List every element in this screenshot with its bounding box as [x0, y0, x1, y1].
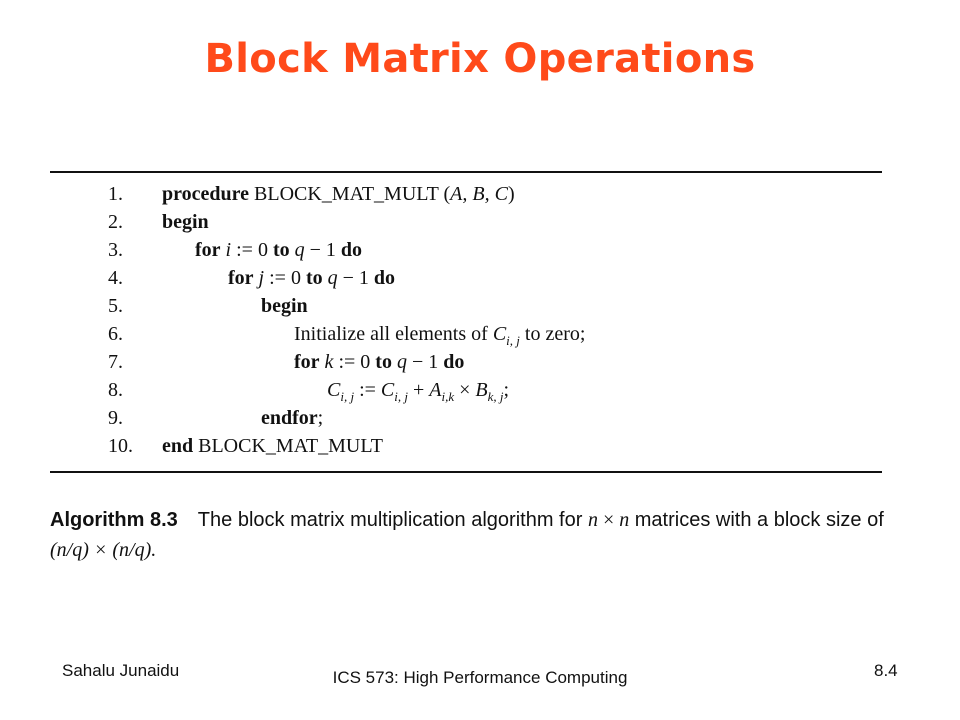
matrix-symbol: C — [492, 323, 507, 345]
minus: − 1 — [337, 267, 374, 289]
code-statement — [294, 348, 464, 376]
top-rule — [50, 171, 882, 173]
matrix-symbol: C — [380, 379, 395, 401]
loop-var: j — [258, 267, 265, 289]
caption-text: matrices with a block size of — [629, 509, 884, 531]
subscript: k, j — [487, 389, 504, 404]
keyword: to — [375, 351, 392, 373]
semicolon: ; — [503, 379, 510, 401]
assign: := 0 — [231, 239, 273, 261]
footer-page-number: 8.4 — [874, 661, 898, 680]
limit-var: q — [396, 351, 407, 373]
footer-author: Sahalu Junaidu — [62, 661, 180, 680]
limit-var: q — [327, 267, 338, 289]
matrix-symbol: C — [327, 379, 341, 401]
keyword: to — [272, 239, 290, 261]
line-number: 5. — [108, 295, 123, 317]
subscript: i,k — [441, 389, 455, 404]
keyword: to — [305, 267, 323, 289]
subscript: i, j — [340, 389, 355, 404]
keyword: begin — [162, 211, 209, 233]
footer-course: ICS 573: High Performance Computing — [332, 668, 628, 687]
code-statement — [261, 292, 308, 320]
code-statement — [327, 376, 509, 404]
keyword: do — [373, 267, 396, 289]
keyword: for — [195, 239, 221, 261]
line-number: 3. — [108, 239, 123, 261]
keyword: for — [228, 267, 254, 289]
procedure-name: BLOCK_MAT_MULT ( — [249, 183, 451, 205]
assign: := 0 — [333, 351, 376, 373]
loop-var: k — [324, 351, 334, 373]
keyword: end — [162, 435, 194, 457]
keyword: procedure — [162, 183, 250, 205]
caption-expression: (n/q) × (n/q). — [50, 539, 157, 561]
procedure-args: A, B, C — [450, 183, 508, 205]
close-paren: ) — [507, 183, 515, 205]
code-statement — [228, 264, 395, 292]
code-statement — [294, 320, 585, 348]
slide-title: Block Matrix Operations — [204, 36, 756, 82]
matrix-symbol: B — [475, 379, 488, 401]
algorithm-caption — [50, 505, 890, 565]
code-statement — [162, 208, 209, 236]
caption-label: Algorithm 8.3 — [50, 509, 178, 531]
code-statement — [162, 432, 383, 460]
procedure-name: BLOCK_MAT_MULT — [193, 435, 383, 457]
minus: − 1 — [304, 239, 341, 261]
line-number: 1. — [108, 183, 123, 205]
times: × — [454, 379, 476, 401]
keyword: do — [340, 239, 363, 261]
loop-var: i — [225, 239, 232, 261]
caption-text: The block matrix multiplication algorithm for — [197, 509, 588, 531]
line-number: 8. — [108, 379, 123, 401]
line-number: 9. — [108, 407, 123, 429]
code-statement — [195, 236, 362, 264]
line-number: 7. — [108, 351, 123, 373]
subscript: i, j — [506, 333, 520, 348]
bottom-rule — [50, 471, 882, 473]
code-statement — [162, 180, 515, 208]
line-number: 2. — [108, 211, 123, 233]
code-statement — [261, 404, 323, 432]
line-number: 6. — [108, 323, 123, 345]
caption-var: n — [587, 509, 598, 531]
text: to zero; — [519, 323, 586, 345]
caption-var: n — [619, 509, 630, 531]
caption-times: × — [597, 509, 620, 531]
text: Initialize all elements of — [294, 323, 493, 345]
subscript: i, j — [394, 389, 408, 404]
limit-var: q — [294, 239, 305, 261]
semicolon: ; — [317, 407, 324, 429]
keyword: for — [294, 351, 320, 373]
keyword: begin — [261, 295, 308, 317]
assign: := 0 — [264, 267, 306, 289]
assign: := — [354, 379, 381, 401]
keyword: endfor — [261, 407, 318, 429]
keyword: do — [443, 351, 465, 373]
plus: + — [408, 379, 430, 401]
matrix-symbol: A — [429, 379, 442, 401]
line-number: 4. — [108, 267, 123, 289]
line-number: 10. — [108, 435, 133, 457]
minus: − 1 — [406, 351, 444, 373]
